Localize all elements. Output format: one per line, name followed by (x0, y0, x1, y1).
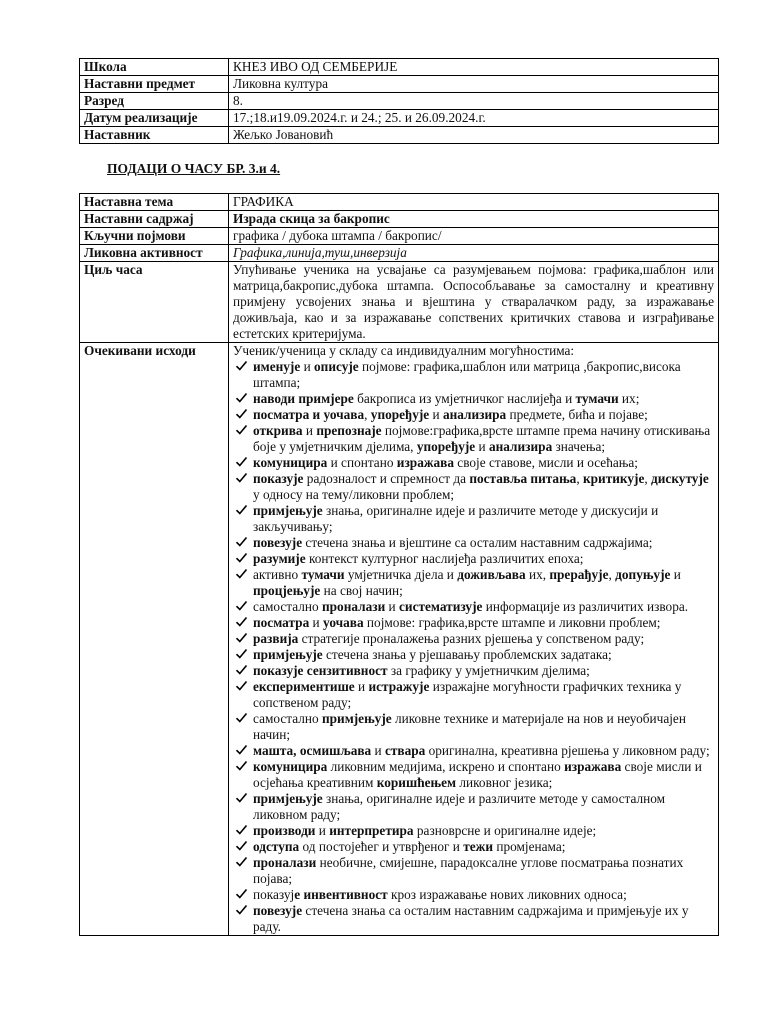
checkmark-icon (235, 887, 249, 903)
outcome-keyword: открива (253, 423, 303, 438)
checkmark-icon (235, 631, 249, 647)
checkmark-icon (235, 615, 249, 631)
outcome-item (233, 887, 714, 903)
outcome-text: радозналост и спремност да (303, 471, 470, 486)
outcome-keyword: проналази (321, 599, 386, 614)
outcome-keyword: примјењује (321, 711, 392, 726)
outcome-keyword: анализира (488, 439, 553, 454)
outcome-item (233, 711, 714, 743)
checkmark-icon (235, 679, 249, 695)
info-label: Наставник (80, 127, 229, 144)
outcome-item (233, 647, 714, 663)
outcome-text: кроз изражавање нових ликовних односа; (387, 887, 627, 902)
outcome-keyword: препознаје (316, 423, 382, 438)
checkmark-icon (235, 663, 249, 679)
checkmark-icon (235, 567, 249, 583)
row-activity (80, 245, 719, 262)
info-row (80, 93, 719, 110)
outcome-keyword: развија (253, 631, 299, 646)
outcome-keyword: посматра и уочава (253, 407, 365, 422)
outcome-text: појмове:графика,врсте штампе према начину отискивања боје у умјетничким дјелима, (253, 423, 711, 454)
outcome-keyword: доживљава (457, 567, 526, 582)
checkmark-icon (235, 759, 249, 775)
outcome-text: промјенама; (493, 839, 566, 854)
outcome-keyword: дискутује (651, 471, 709, 486)
outcome-text: значења; (552, 439, 606, 454)
outcome-item (233, 391, 714, 407)
outcome-text: их; (618, 391, 640, 406)
outcome-item (233, 407, 714, 423)
outcome-keyword: показује сензитивност (253, 663, 388, 678)
goal-label: Циљ часа (80, 262, 229, 343)
outcome-item (233, 855, 714, 887)
outcome-keyword: повезује (253, 535, 303, 550)
outcome-text: на свој начин; (320, 583, 403, 598)
outcome-item (233, 679, 714, 711)
row-outcomes (80, 343, 719, 936)
checkmark-icon (235, 599, 249, 615)
outcome-keyword: изражава (564, 759, 622, 774)
outcome-text: умјетничка дјела и (344, 567, 458, 582)
outcome-text: активно (253, 567, 302, 582)
info-row (80, 76, 719, 93)
row-goal (80, 262, 719, 343)
info-label: Датум реализације (80, 110, 229, 127)
outcome-item (233, 903, 714, 935)
checkmark-icon (235, 855, 249, 871)
outcome-keyword: именује (253, 359, 301, 374)
outcome-text: за графику у умјетничким дјелима; (387, 663, 590, 678)
outcome-text: стратегије проналажења разних рјешења у сопственом раду; (298, 631, 645, 646)
outcome-keyword: примјењује (253, 503, 323, 518)
outcome-keyword: тумачи (575, 391, 619, 406)
outcome-text: и (354, 679, 369, 694)
outcome-keyword: допуњује (615, 567, 671, 582)
topic-label: Наставна тема (80, 194, 229, 211)
checkmark-icon (235, 471, 249, 487)
outcome-text: своје мисли и осјећања креативним (253, 759, 702, 790)
outcome-keyword: описује (314, 359, 359, 374)
outcome-item (233, 759, 714, 791)
row-topic (80, 194, 719, 211)
outcome-item (233, 631, 714, 647)
goal-value: Упућивање ученика на усвајање са разумјевањем појмова: графика,шаблон или матрица,бакропис,дубока штампа. Оспособљавање за самосталну и креативну примјену усвојених знања и вјештина у стваралачком раду, за изражавање доживљаја, као и за изражавање сопствених критичких ставова и изграђивање естетских критеријума. (229, 262, 719, 343)
outcome-keyword: интерпретира (329, 823, 414, 838)
checkmark-icon (235, 711, 249, 727)
outcome-item (233, 455, 714, 471)
row-content (80, 211, 719, 228)
outcome-text: и (670, 567, 681, 582)
outcome-keyword: повезује (253, 903, 303, 918)
info-value: Жељко Јовановић (229, 127, 719, 144)
outcome-text: разноврсне и оригиналне идеје; (413, 823, 597, 838)
checkmark-icon (235, 455, 249, 471)
outcome-text: и (429, 407, 443, 422)
outcomes-intro: Ученик/ученица у складу са индивидуалним могућностима: (233, 343, 575, 358)
outcome-text: бакрописа из умјетничког наслијеђа и (353, 391, 576, 406)
checkmark-icon (235, 903, 249, 919)
outcome-item (233, 503, 714, 535)
outcome-keyword: комуницира (253, 455, 328, 470)
outcome-keyword: изражава (396, 455, 454, 470)
activity-value: Графика,линија,туш,инверзија (229, 245, 719, 262)
topic-value: ГРАФИКА (229, 194, 719, 211)
content-label: Наставни садржај (80, 211, 229, 228)
outcome-text: изражајне могућности графичких техника у сопственом раду; (253, 679, 682, 710)
school-info-table (79, 58, 719, 144)
outcome-item (233, 567, 714, 599)
outcome-keyword: одступа (253, 839, 300, 854)
outcome-text: и (475, 439, 489, 454)
info-row (80, 127, 719, 144)
outcome-text: самостално (253, 599, 322, 614)
info-value: 17.;18.и19.09.2024.г. и 24.; 25. и 26.09.2024.г. (229, 110, 719, 127)
outcome-keyword: посматра (253, 615, 310, 630)
outcome-item (233, 823, 714, 839)
outcomes-cell (229, 343, 719, 936)
info-label: Разред (80, 93, 229, 110)
outcome-item (233, 599, 714, 615)
outcome-text: стечена знања у рјешавању проблемских задатака; (322, 647, 612, 662)
outcome-text: необичне, смијешне, парадоксалне углове посматрања познатих појава; (253, 855, 684, 886)
section-title: ПОДАЦИ О ЧАСУ БР. 3.и 4. (107, 161, 281, 176)
outcome-keyword: систематизује (399, 599, 483, 614)
activity-label: Ликовна активност (80, 245, 229, 262)
outcome-item (233, 535, 714, 551)
checkmark-icon (235, 359, 249, 375)
checkmark-icon (235, 503, 249, 519)
outcome-text: , (364, 407, 371, 422)
lesson-table (79, 193, 719, 936)
outcome-keyword: комуницира (253, 759, 328, 774)
outcome-keyword: проналази (253, 855, 317, 870)
outcome-keyword: критикује (583, 471, 645, 486)
outcome-text: и (371, 743, 385, 758)
outcomes-label: Очекивани исходи (80, 343, 229, 936)
outcome-text: и (300, 359, 315, 374)
outcome-keyword: поставља питања (469, 471, 577, 486)
outcome-keyword: процјењује (253, 583, 321, 598)
info-value: КНЕЗ ИВО ОД СЕМБЕРИЈЕ (229, 59, 719, 76)
outcome-keyword: истражује (368, 679, 430, 694)
outcome-keyword: примјењује (253, 647, 323, 662)
outcome-text: ликовног језика; (456, 775, 553, 790)
outcome-text: стечена знања и вјештине са осталим наставним садржајима; (302, 535, 653, 550)
outcome-text: своје ставове, мисли и осећања; (453, 455, 638, 470)
concepts-value: графика / дубока штампа / бакропис/ (229, 228, 719, 245)
concepts-label: Кључни појмови (80, 228, 229, 245)
outcome-item (233, 471, 714, 503)
outcome-text: и (315, 823, 330, 838)
checkmark-icon (235, 791, 249, 807)
outcome-item (233, 839, 714, 855)
outcome-text: оригинална, креативна рјешења у ликовном раду; (425, 743, 710, 758)
outcome-keyword: коришћењем (376, 775, 457, 790)
outcome-keyword: тумачи (301, 567, 345, 582)
outcome-item (233, 743, 714, 759)
content-value: Израда скица за бакропис (229, 211, 719, 228)
outcome-text: , (608, 567, 616, 582)
outcome-text: , (576, 471, 583, 486)
outcome-text: и (309, 615, 323, 630)
outcome-keyword: производи (253, 823, 316, 838)
outcome-item (233, 791, 714, 823)
outcome-keyword: наводи примјере (253, 391, 354, 406)
info-row (80, 110, 719, 127)
outcome-keyword: показује (253, 471, 304, 486)
row-concepts (80, 228, 719, 245)
outcome-text: појмове: графика,шаблон или матрица ,бакропис,висока штампа; (253, 359, 681, 390)
outcome-keyword: уочава (323, 615, 364, 630)
outcome-keyword: тежи (463, 839, 493, 854)
info-value: Ликовна култура (229, 76, 719, 93)
outcome-text: и (385, 599, 399, 614)
checkmark-icon (235, 647, 249, 663)
outcome-text: их, (525, 567, 550, 582)
checkmark-icon (235, 407, 249, 423)
outcome-keyword: ствара (384, 743, 426, 758)
outcome-keyword: примјењује (253, 791, 323, 806)
outcome-text: ликовним медијима, искрено и спонтано (327, 759, 565, 774)
outcome-item (233, 359, 714, 391)
outcome-text: показуј (253, 887, 295, 902)
outcome-text: у односу на тему/ликовни проблем; (253, 487, 455, 502)
outcome-keyword: експериментише (253, 679, 355, 694)
outcome-keyword: анализира (442, 407, 507, 422)
checkmark-icon (235, 551, 249, 567)
outcome-text: , (644, 471, 652, 486)
outcome-text: и (302, 423, 317, 438)
outcome-keyword: машта, осмишљава (253, 743, 372, 758)
outcome-text: самостално (253, 711, 322, 726)
outcomes-list (233, 359, 714, 935)
outcome-text: контекст културног наслијеђа различитих епоха; (305, 551, 584, 566)
outcome-item (233, 615, 714, 631)
outcome-keyword: упоређује (416, 439, 476, 454)
outcome-keyword: е инвентивност (294, 887, 388, 902)
checkmark-icon (235, 423, 249, 439)
checkmark-icon (235, 839, 249, 855)
info-row (80, 59, 719, 76)
outcome-keyword: разумије (253, 551, 306, 566)
outcome-keyword: упоређује (370, 407, 430, 422)
info-label: Школа (80, 59, 229, 76)
outcome-text: информације из различитих извора. (482, 599, 689, 614)
outcome-item (233, 423, 714, 455)
outcome-text: и спонтано (327, 455, 397, 470)
outcome-text: предмете, бића и појаве; (506, 407, 648, 422)
outcome-text: стечена знања са осталим наставним садржајима и примјењује их у раду. (253, 903, 689, 934)
outcome-text: знања, оригиналне идеје и различите методе у самосталном ликовном раду; (253, 791, 666, 822)
checkmark-icon (235, 823, 249, 839)
info-value: 8. (229, 93, 719, 110)
outcome-keyword: прерађује (549, 567, 609, 582)
outcome-text: од постојећег и утврђеног и (299, 839, 464, 854)
checkmark-icon (235, 391, 249, 407)
outcome-item (233, 551, 714, 567)
outcome-text: знања, оригиналне идеје и различите методе у дискусији и закључивању; (253, 503, 659, 534)
outcome-text: појмове: графика,врсте штампе и ликовни проблем; (363, 615, 661, 630)
checkmark-icon (235, 743, 249, 759)
outcome-item (233, 663, 714, 679)
outcome-text: ликовне технике и материјале на нов и неуобичајен начин; (253, 711, 686, 742)
info-label: Наставни предмет (80, 76, 229, 93)
checkmark-icon (235, 535, 249, 551)
